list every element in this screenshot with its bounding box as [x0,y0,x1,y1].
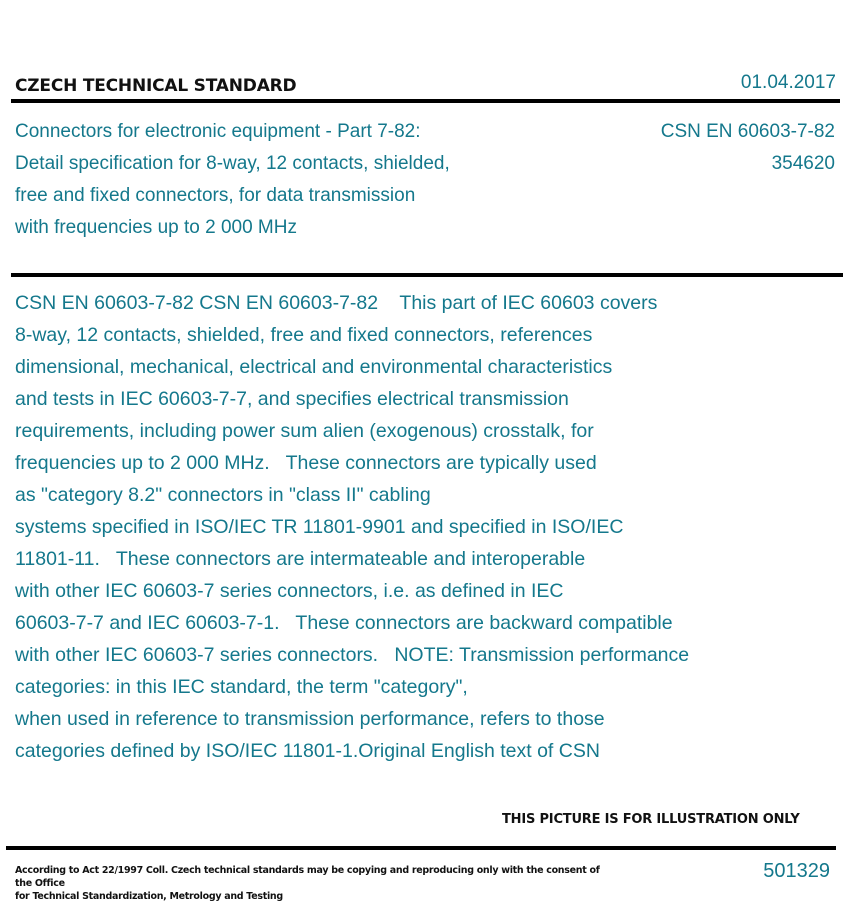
abstract-line: dimensional, mechanical, electrical and environmental characteristics [15,356,613,378]
abstract-line: CSN EN 60603-7-82 CSN EN 60603-7-82 This part of IEC 60603 covers [15,292,658,314]
catalog-number: 354620 [771,153,835,174]
footer-divider [6,846,836,850]
abstract-line: 8-way, 12 contacts, shielded, free and fixed connectors, references [15,324,593,346]
abstract-line: frequencies up to 2 000 MHz. These connectors are typically used [15,452,597,474]
standard-title-line: Detail specification for 8-way, 12 contacts, shielded, [15,153,450,174]
abstract-line: with other IEC 60603-7 series connectors, i.e. as defined in IEC [15,580,564,602]
legal-notice-line: According to Act 22/1997 Coll. Czech technical standards may be copying and reproducing only with the consent of the Office [15,865,600,889]
legal-notice-line: for Technical Standardization, Metrology and Testing [15,891,283,902]
abstract-line: categories defined by ISO/IEC 11801-1.Original English text of CSN [15,740,600,762]
abstract-line: requirements, including power sum alien (exogenous) crosstalk, for [15,420,594,442]
abstract-line: categories: in this IEC standard, the term "category", [15,676,468,698]
standard-identifiers [661,116,835,180]
abstract-line: 11801-11. These connectors are intermateable and interoperable [15,548,586,570]
publication-date: 01.04.2017 [740,72,836,93]
abstract [15,287,815,767]
abstract-line: with other IEC 60603-7 series connectors. NOTE: Transmission performance [15,644,690,666]
title-divider [11,273,843,277]
abstract-line: as "category 8.2" connectors in "class II" cabling [15,484,431,506]
document-type-heading: CZECH TECHNICAL STANDARD [15,76,297,96]
illustration-disclaimer: THIS PICTURE IS FOR ILLUSTRATION ONLY [502,812,800,827]
document-number: 501329 [763,860,830,882]
header-divider [11,99,840,103]
standard-title [15,116,615,244]
legal-notice [15,864,615,903]
abstract-line: systems specified in ISO/IEC TR 11801-9901 and specified in ISO/IEC [15,516,624,538]
abstract-line: 60603-7-7 and IEC 60603-7-1. These connectors are backward compatible [15,612,673,634]
abstract-line: when used in reference to transmission performance, refers to those [15,708,605,730]
standard-title-line: Connectors for electronic equipment - Part 7-82: [15,121,421,142]
standard-title-line: with frequencies up to 2 000 MHz [15,217,297,238]
standard-code: CSN EN 60603-7-82 [660,121,835,142]
abstract-line: and tests in IEC 60603-7-7, and specifies electrical transmission [15,388,569,410]
standard-title-line: free and fixed connectors, for data transmission [15,185,416,206]
